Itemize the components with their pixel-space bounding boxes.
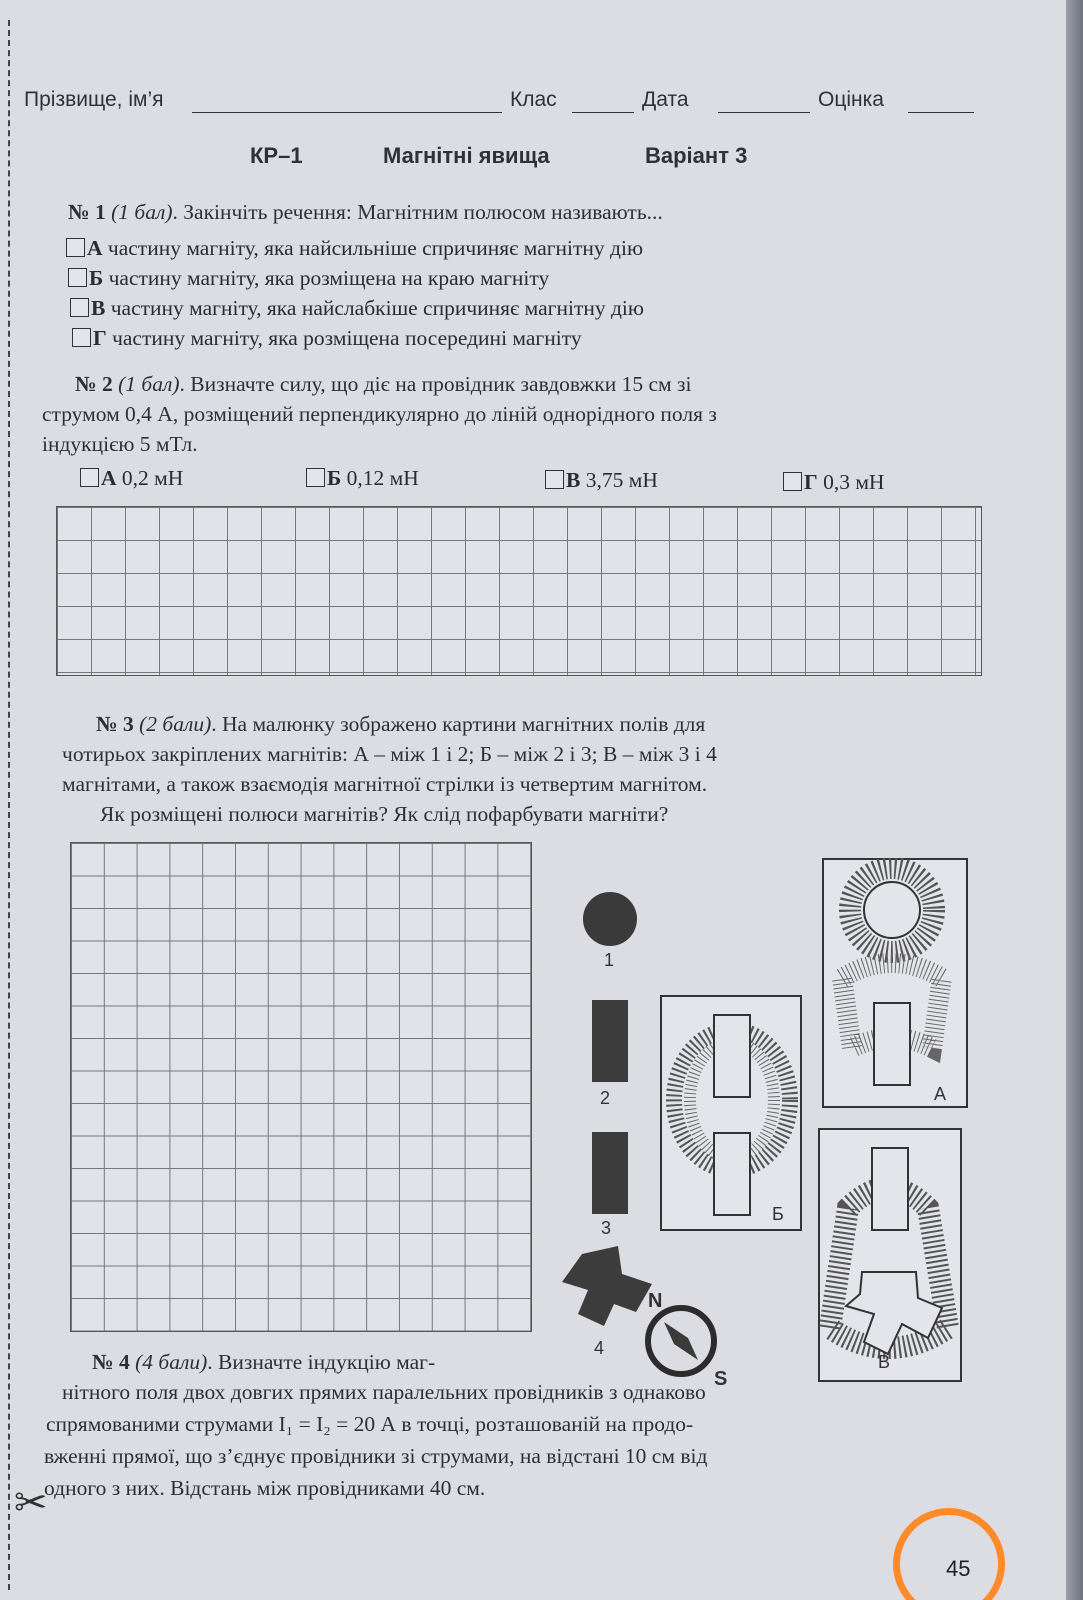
- q1-option-b[interactable]: Б частину магніту, яка розміщена на краю магніту: [68, 266, 549, 291]
- grade-label: Оцінка: [818, 88, 884, 111]
- q3-line-3: магнітами, а також взаємодія магнітної стрілки із четвертим магнітом.: [62, 772, 708, 796]
- checkbox[interactable]: [306, 468, 325, 487]
- checkbox[interactable]: [66, 238, 85, 257]
- q2-option-b[interactable]: Б 0,12 мН: [306, 466, 419, 491]
- class-label: Клас: [510, 88, 557, 111]
- q1-points: (1 бал): [111, 200, 173, 224]
- name-blank[interactable]: [192, 112, 502, 113]
- checkbox[interactable]: [70, 298, 89, 317]
- test-code: КР–1: [250, 143, 303, 168]
- q1-text: . Закінчіть речення: Магнітним полюсом називають...: [172, 200, 663, 224]
- q1-option-v[interactable]: В частину магніту, яка найслабкіше спричиняє магнітну дію: [70, 296, 644, 321]
- magnet-label-2: 2: [600, 1088, 611, 1108]
- q3-line-4: Як розміщені полюси магнітів? Як слід пофарбувати магніти?: [100, 802, 669, 826]
- field-picture-v: [818, 1128, 966, 1384]
- magnet-label-4: 4: [594, 1338, 605, 1358]
- grade-blank[interactable]: [908, 112, 974, 113]
- q4-line-3: спрямованими струмами I₁ = I₂ = 20 А в точці, розташованій на продо-: [46, 1412, 694, 1436]
- highlight-ring: [893, 1508, 1005, 1600]
- q4-line-1: № 4 (4 бали). Визначте індукцію маг-: [92, 1350, 436, 1374]
- q2-line-3: індукцією 5 мТл.: [42, 432, 198, 456]
- q3-line-1: № 3 (2 бали). На малюнку зображено картини магнітних полів для: [96, 712, 706, 736]
- field-picture-b: [660, 995, 805, 1235]
- cut-line: [8, 20, 10, 1590]
- magnet-4-shape: [562, 1246, 652, 1326]
- compass-s-label: S: [714, 1368, 728, 1390]
- test-topic: Магнітні явища: [383, 143, 550, 168]
- field-label-v: В: [878, 1352, 891, 1372]
- compass-n-label: N: [648, 1290, 663, 1312]
- checkbox[interactable]: [72, 328, 91, 347]
- q4-line-5: одного з них. Відстань між провідниками 40 см.: [44, 1476, 486, 1500]
- checkbox[interactable]: [68, 268, 87, 287]
- q1-option-a[interactable]: А частину магніту, яка найсильніше спричиняє магнітну дію: [66, 236, 643, 261]
- test-variant: Варіант 3: [645, 143, 748, 168]
- checkbox[interactable]: [80, 468, 99, 487]
- magnet-3-bar: [592, 1132, 628, 1214]
- field-label-b: Б: [772, 1204, 784, 1224]
- q2-option-a[interactable]: А 0,2 мН: [80, 466, 183, 491]
- magnet-2-bar: [592, 1000, 628, 1082]
- book-edge: [1066, 0, 1083, 1600]
- q3-line-2: чотирьох закріплених магнітів: А – між 1 і 2; Б – між 2 і 3; В – між 3 і 4: [62, 742, 717, 766]
- q3-answer-grid[interactable]: [70, 842, 532, 1332]
- q1-option-g[interactable]: Г частину магніту, яка розміщена посередині магніту: [72, 326, 582, 351]
- checkbox[interactable]: [545, 470, 564, 489]
- magnet-label-3: 3: [601, 1218, 612, 1238]
- q2-option-g[interactable]: Г 0,3 мН: [783, 470, 884, 495]
- q2-option-v[interactable]: В 3,75 мН: [545, 468, 658, 493]
- q1-number: № 1: [68, 200, 106, 224]
- scissors-icon: ✂: [14, 1480, 48, 1526]
- date-label: Дата: [642, 88, 689, 111]
- field-picture-a: [822, 858, 970, 1110]
- field-label-a: А: [934, 1084, 947, 1104]
- q2-line-2: струмом 0,4 А, розміщений перпендикулярно до ліній однорідного поля з: [42, 402, 717, 426]
- magnet-1-disc: [583, 892, 637, 946]
- q2-line-1: № 2 (1 бал). Визначте силу, що діє на провідник завдовжки 15 см зі: [75, 372, 692, 396]
- checkbox[interactable]: [783, 472, 802, 491]
- page-number: 45: [946, 1556, 971, 1581]
- date-blank[interactable]: [718, 112, 810, 113]
- q2-answer-grid[interactable]: [56, 506, 982, 676]
- q4-line-4: вженні прямої, що з’єднує провідники зі струмами, на відстані 10 см від: [44, 1444, 708, 1468]
- name-label: Прізвище, ім’я: [24, 88, 164, 111]
- class-blank[interactable]: [572, 112, 634, 113]
- q1-prompt: [68, 200, 663, 225]
- magnet-label-1: 1: [604, 950, 615, 970]
- q4-line-2: нітного поля двох довгих прямих паралельних провідників з однаково: [62, 1380, 706, 1404]
